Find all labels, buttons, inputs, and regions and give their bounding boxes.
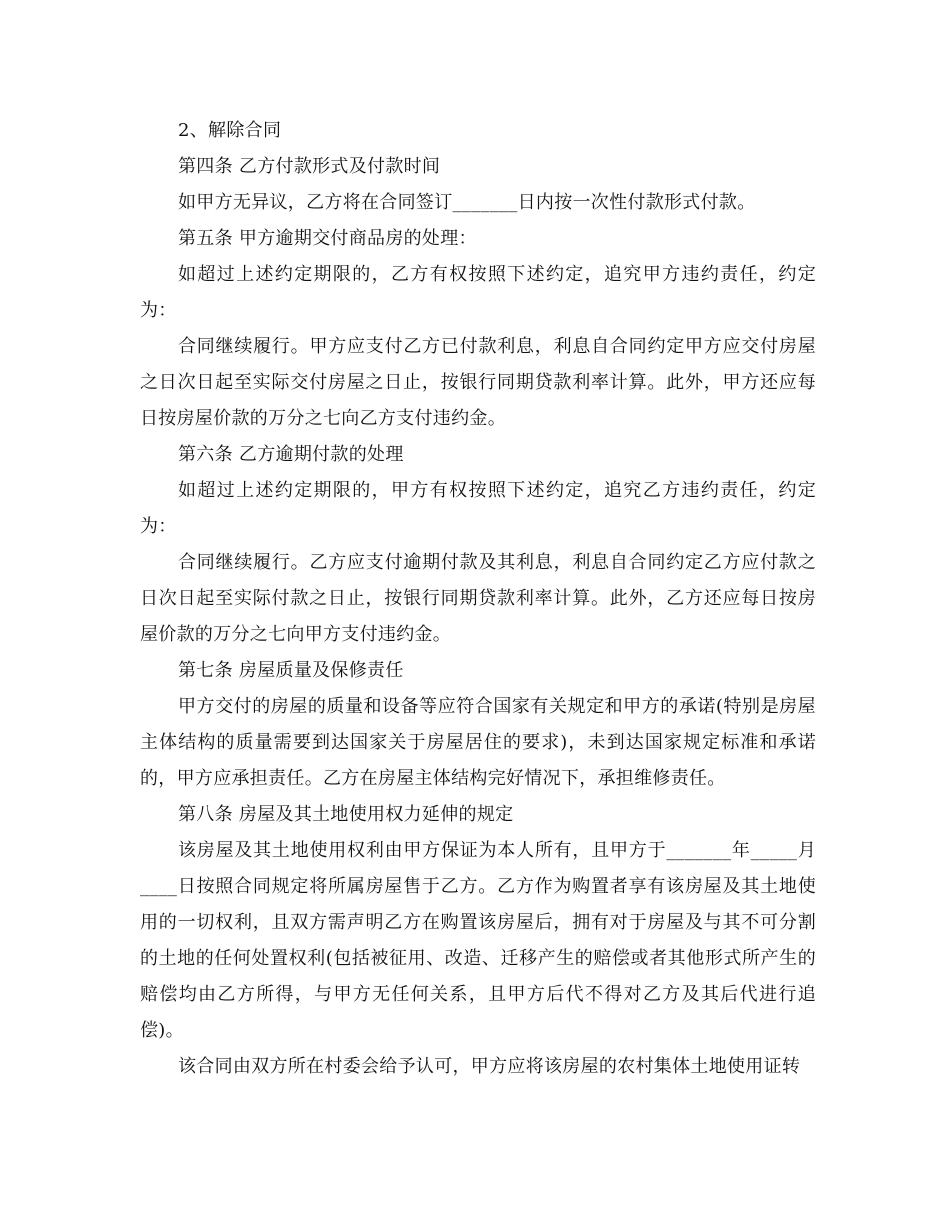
- article-8-heading: 第八条 房屋及其土地使用权力延伸的规定: [178, 804, 514, 825]
- article-5-condition: 如超过上述约定期限的，乙方有权按照下述约定，追究甲方违约责任，约定为：: [140, 264, 816, 321]
- article-8-body: 该房屋及其土地使用权利由甲方保证为本人所有，且甲方于_______年_____月____日按照合同规定将所属房屋售于乙方。乙方作为购置者享有该房屋及其土地使用的一切权利，且双方需声明乙方在购置该房屋后，拥有对于房屋及与其不可分割的土地的任何处置权利(包括被征用、改造、迁移产生的赔偿或者其他形式所产生的赔偿均由乙方所得，与甲方无任何关系，且甲方后代不得对乙方及其后代进行追偿)。: [140, 840, 816, 1041]
- article-5-heading: 第五条 甲方逾期交付商品房的处理：: [178, 228, 477, 249]
- article-5-body: 合同继续履行。甲方应支付乙方已付款利息，利息自合同约定甲方应交付房屋之日次日起至实际交付房屋之日止，按银行同期贷款利率计算。此外，甲方还应每日按房屋价款的万分之七向乙方支付违约金。: [140, 336, 816, 429]
- village-approval-paragraph: 该合同由双方所在村委会给予认可，甲方应将该房屋的农村集体土地使用证转: [178, 1056, 801, 1077]
- article-6-condition: 如超过上述约定期限的，甲方有权按照下述约定，追究乙方违约责任，约定为：: [140, 480, 816, 537]
- section-heading-terminate-contract: 2、解除合同: [178, 120, 282, 141]
- article-7-body: 甲方交付的房屋的质量和设备等应符合国家有关规定和甲方的承诺(特别是房屋主体结构的质量需要到达国家关于房屋居住的要求)，未到达国家规定标准和承诺的，甲方应承担责任。乙方在房屋主体结构完好情况下，承担维修责任。: [140, 696, 816, 789]
- article-6-body: 合同继续履行。乙方应支付逾期付款及其利息，利息自合同约定乙方应付款之日次日起至实际付款之日止，按银行同期贷款利率计算。此外，乙方还应每日按房屋价款的万分之七向甲方支付违约金。: [140, 552, 816, 645]
- article-6-heading: 第六条 乙方逾期付款的处理: [178, 444, 404, 465]
- article-7-heading: 第七条 房屋质量及保修责任: [178, 660, 404, 681]
- article-4-heading: 第四条 乙方付款形式及付款时间: [178, 156, 441, 177]
- article-4-body: 如甲方无异议，乙方将在合同签订_______日内按一次性付款形式付款。: [178, 192, 756, 213]
